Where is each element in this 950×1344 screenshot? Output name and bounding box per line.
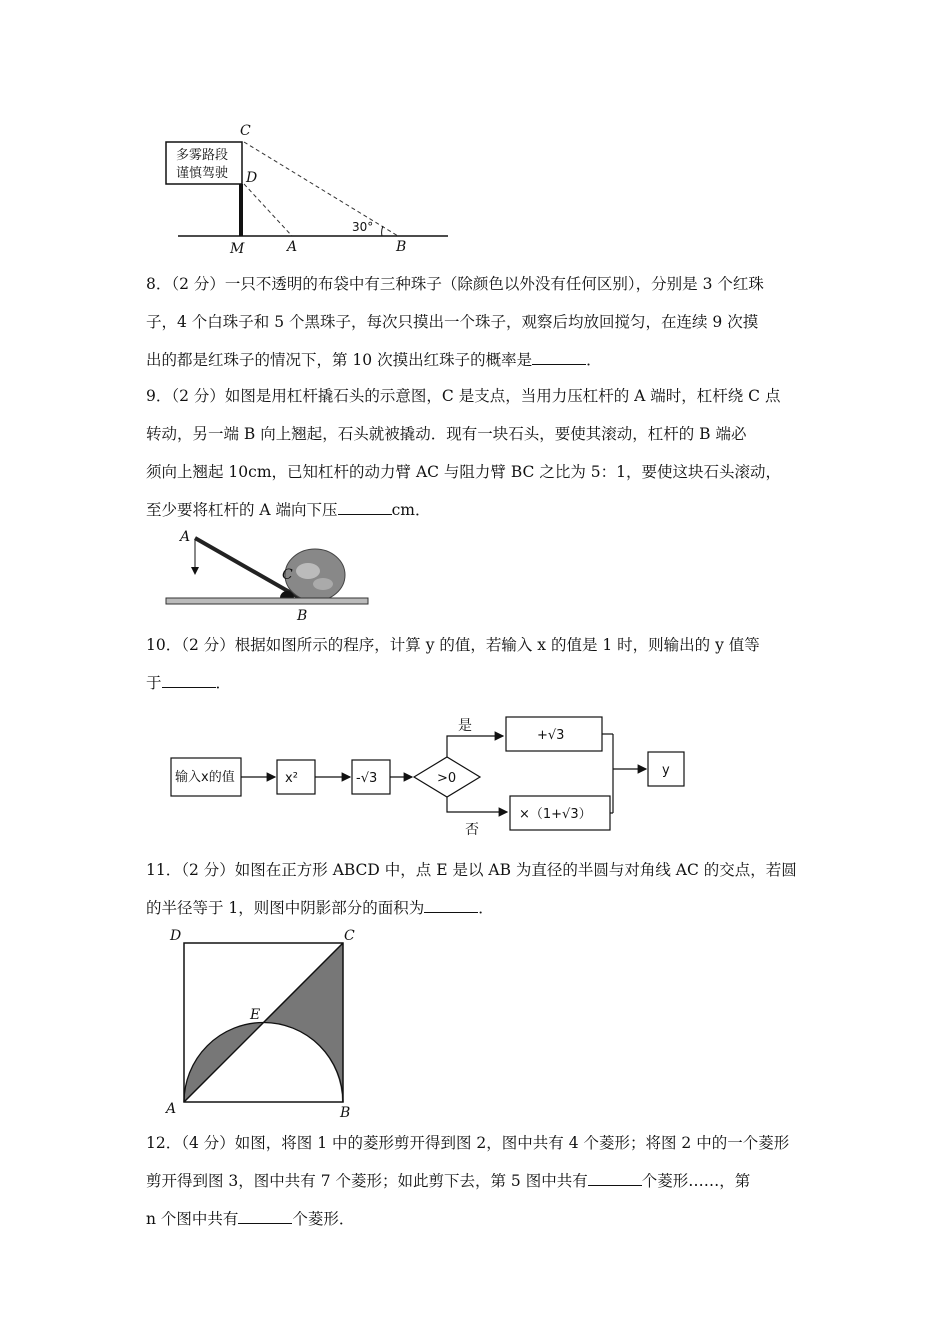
answer-blank [238, 1209, 292, 1224]
label-c: C [240, 123, 251, 139]
yes-arrow [447, 736, 503, 757]
figure-square [160, 925, 360, 1120]
q10-line-1: 10．（2 分）根据如图所示的程序，计算 y 的值，若输入 x 的值是 1 时，则输出的 y 值等 [146, 636, 760, 654]
no-label: 否 [465, 822, 479, 838]
q8-end: ． [586, 351, 602, 369]
q12-line-3 [146, 1200, 816, 1238]
stone-texture [296, 563, 320, 579]
input-label: 输入x的值 [175, 770, 235, 785]
label-e: E [250, 1007, 261, 1023]
q8-line-2: 子，4 个白珠子和 5 个黑珠子，每次只摸出一个珠子，观察后均放回搅匀，在连续 9 次摸 [146, 313, 759, 331]
angle-arc [382, 226, 383, 236]
answer-blank [588, 1171, 642, 1186]
line-cb [244, 142, 398, 236]
q8-line-1: 8．（2 分）一只不透明的布袋中有三种珠子（除颜色以外没有任何区别），分别是 3 个红珠 [146, 275, 764, 293]
q12-text-3a: n 个图中共有 [146, 1210, 239, 1228]
condition-label: >0 [437, 771, 457, 786]
label-d: D [246, 170, 258, 186]
label-d: D [170, 928, 182, 944]
q9-line-2: 转动，另一端 B 向上翘起，石头就被撬动．现有一块石头，要使其滚动，杠杆的 B 端必 [146, 425, 747, 443]
no-arrow [447, 797, 507, 812]
q11-text-2: 的半径等于 1，则图中阴影部分的面积为 [146, 899, 425, 917]
label-c: C [282, 567, 293, 583]
stone-texture [313, 578, 333, 590]
q12-text-3b: 个菱形． [292, 1210, 355, 1228]
sign-text-1: 多雾路段 [176, 148, 229, 163]
q10-line-2 [146, 664, 816, 702]
yes-label: 是 [458, 718, 472, 734]
sign-pole [239, 184, 243, 236]
q11-line-1: 11．（2 分）如图在正方形 ABCD 中，点 E 是以 AB 为直径的半圆与对角线 AC 的交点，若圆 [146, 861, 797, 879]
q12-line-1: 12．（4 分）如图，将图 1 中的菱形剪开得到图 2，图中共有 4 个菱形；将图 2 中的一个菱形 [146, 1134, 790, 1152]
q8-text-3: 出的都是红珠子的情况下，第 10 次摸出红珠子的概率是 [146, 351, 533, 369]
q12-text-2b: 个菱形……，第 [641, 1172, 751, 1190]
q8-line-3 [146, 341, 816, 379]
figure-fog-sign [160, 118, 460, 258]
ground [166, 598, 368, 604]
question-12 [146, 1124, 816, 1238]
q9-line-1: 9．（2 分）如图是用杠杆撬石头的示意图，C 是支点，当用力压杠杆的 A 端时，杠杆绕 C 点 [146, 387, 781, 405]
answer-blank [532, 350, 586, 365]
sign-text-2: 谨慎驾驶 [176, 166, 229, 181]
q9-line-4 [146, 491, 816, 529]
answer-blank [338, 500, 392, 515]
q11-end: ． [478, 899, 494, 917]
question-8 [146, 265, 816, 379]
q9-line-3: 须向上翘起 10cm，已知杠杆的动力臂 AC 与阻力臂 BC 之比为 5：1，要使这块石头滚动， [146, 463, 781, 481]
label-m: M [230, 241, 245, 257]
question-11 [146, 851, 816, 927]
q9-text-4: 至少要将杠杆的 A 端向下压 [146, 501, 338, 519]
label-b: B [297, 608, 308, 624]
label-a: A [180, 529, 191, 545]
label-a: A [166, 1101, 177, 1117]
square-label: x² [285, 771, 298, 786]
minus-label: -√3 [356, 771, 378, 786]
q12-text-2a: 剪开得到图 3，图中共有 7 个菱形；如此剪下去，第 5 图中共有 [146, 1172, 588, 1190]
q10-text-2: 于 [146, 674, 162, 692]
times-label: ×（1+√3） [519, 807, 592, 822]
figure-flowchart [165, 712, 695, 840]
answer-blank [162, 673, 216, 688]
q9-end: cm． [391, 501, 431, 519]
q12-line-2 [146, 1162, 816, 1200]
q10-end: ． [215, 674, 232, 692]
question-9 [146, 377, 816, 529]
figure-lever [160, 527, 375, 625]
answer-blank [424, 898, 478, 913]
arrow-head [191, 567, 199, 575]
line-da [244, 184, 292, 236]
label-b: B [340, 1105, 351, 1120]
label-a: A [287, 239, 298, 255]
label-c: C [344, 928, 355, 944]
plus-label: +√3 [537, 728, 565, 743]
label-b: B [396, 239, 407, 255]
angle-label: 30° [352, 220, 374, 234]
question-10 [146, 626, 816, 702]
q11-line-2 [146, 889, 816, 927]
output-label: y [662, 763, 670, 778]
